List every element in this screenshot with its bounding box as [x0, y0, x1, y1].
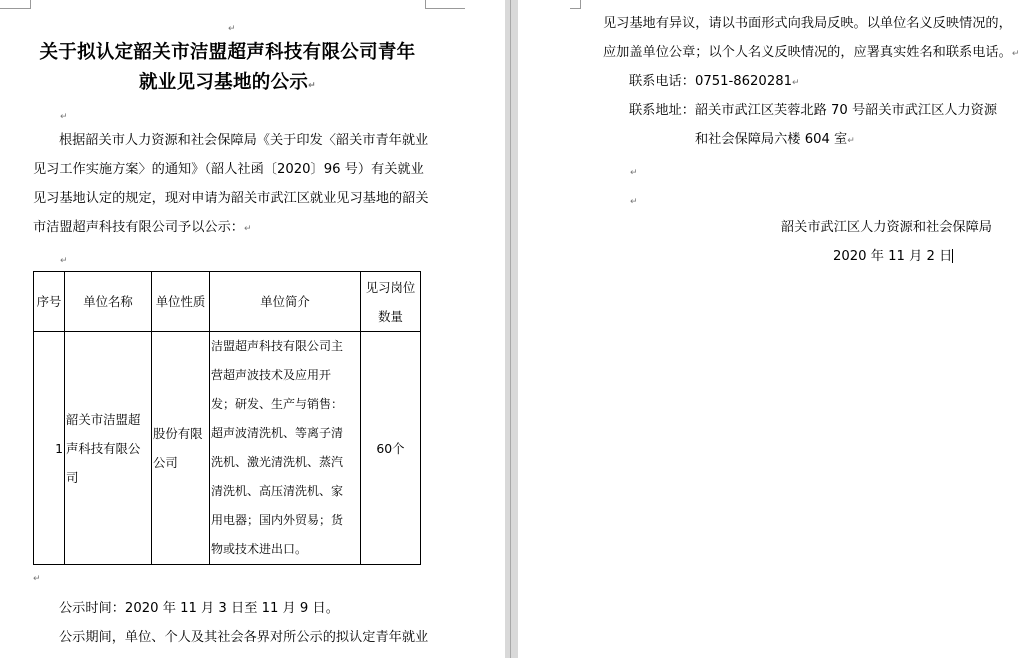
- address-line: 韶关市武江区芙蓉北路 70 号韶关市武江区人力资源: [694, 103, 998, 118]
- period-note-line: 公示期间，单位、个人及其社会各界对所公示的拟认定青年就业: [59, 630, 429, 645]
- objection-paragraph: [603, 9, 1022, 154]
- phone-number: 0751-8620281: [694, 74, 792, 89]
- row-intro-line: 超声波清洗机、等离子清: [211, 426, 344, 440]
- row-positions: 60个: [361, 332, 421, 565]
- header-nature: 单位性质: [152, 272, 210, 332]
- row-intro-line: 洁盟超声科技有限公司主: [211, 339, 344, 353]
- period-text: 公示时间：2020 年 11 月 3 日至 11 月 9 日。: [59, 601, 339, 616]
- signature-date: 2020 年 11 月 2 日: [833, 249, 953, 264]
- page-separator: [510, 0, 511, 658]
- paragraph-mark: ↵: [847, 136, 855, 146]
- intro-line: 见习工作实施方案〉的通知》（韶人社函〔2020〕96 号）有关就业: [33, 162, 424, 177]
- row-nature: [152, 332, 210, 565]
- row-intro-line: 物或技术进出口。: [211, 542, 308, 556]
- row-name-line: 司: [66, 469, 79, 485]
- table-header-row: [34, 272, 421, 332]
- row-nature-line: 股份有限: [153, 426, 203, 441]
- page-gap: [505, 0, 518, 658]
- header-name: 单位名称: [65, 272, 152, 332]
- row-intro-line: 清洗机、高压清洗机、家: [211, 484, 344, 498]
- document-page-1: [0, 0, 505, 658]
- base-info-table: [33, 271, 421, 565]
- document-page-2: [518, 0, 1022, 658]
- title-line-2: 就业见习基地的公示: [138, 72, 309, 93]
- row-no: 1: [34, 332, 65, 565]
- paragraph-mark: ↵: [244, 224, 252, 234]
- intro-line: 市洁盟超声科技有限公司予以公示：: [33, 220, 244, 235]
- table-row: [34, 332, 421, 565]
- paragraph-mark: ↵: [60, 112, 68, 122]
- signature-org: 韶关市武江区人力资源和社会保障局: [781, 220, 992, 235]
- signature-block: [781, 213, 1021, 271]
- header-intro: 单位简介: [210, 272, 361, 332]
- intro-line: 根据韶关市人力资源和社会保障局《关于印发〈韶关市青年就业: [59, 133, 429, 148]
- document-title: [30, 38, 425, 98]
- row-nature-line: 公司: [153, 455, 178, 470]
- row-name-line: 韶关市洁盟超: [66, 411, 141, 427]
- paragraph-mark: ↵: [630, 168, 638, 178]
- objection-line: 见习基地有异议，请以书面形式向我局反映。以单位名义反映情况的，: [603, 16, 1012, 31]
- title-line-1: 关于拟认定韶关市洁盟超声科技有限公司青年: [39, 42, 416, 63]
- intro-paragraph: [33, 126, 428, 242]
- paragraph-mark: ↵: [33, 574, 41, 584]
- row-intro-line: 用电器；国内外贸易；货: [211, 513, 344, 527]
- paragraph-mark: ↵: [1011, 49, 1020, 59]
- paragraph-mark: ↵: [792, 78, 800, 88]
- address-label: 联系地址：: [629, 103, 695, 118]
- row-name-line: 声科技有限公: [66, 440, 141, 456]
- header-positions-line: 见习岗位: [365, 279, 416, 295]
- header-no: 序号: [34, 272, 65, 332]
- row-intro: [210, 332, 361, 565]
- intro-line: 见习基地认定的规定，现对申请为韶关市武江区就业见习基地的韶关: [33, 191, 429, 206]
- row-intro-line: 营超声波技术及应用开: [211, 368, 332, 382]
- row-name: [65, 332, 152, 565]
- paragraph-mark: ↵: [630, 197, 638, 207]
- address-line: 和社会保障局六楼 604 室: [695, 132, 848, 147]
- paragraph-mark: ↵: [228, 24, 236, 34]
- row-intro-line: 发；研发、生产与销售：: [211, 397, 344, 411]
- header-positions-line: 数量: [378, 308, 403, 324]
- paragraph-mark: ↵: [308, 81, 317, 91]
- objection-line: 应加盖单位公章；以个人名义反映情况的，应署真实姓名和联系电话。: [603, 45, 1012, 60]
- closing-paragraph: [33, 594, 428, 652]
- paragraph-mark: ↵: [60, 256, 68, 266]
- phone-label: 联系电话：: [629, 74, 695, 89]
- header-positions: [361, 272, 421, 332]
- row-intro-line: 洗机、激光清洗机、蒸汽: [211, 455, 344, 469]
- text-cursor: [952, 249, 953, 263]
